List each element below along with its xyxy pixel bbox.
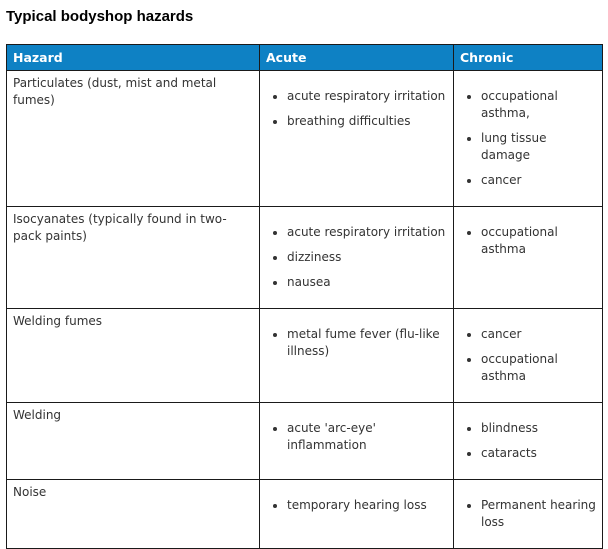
acute-effects-list [266,88,447,130]
chronic-cell [454,207,603,309]
chronic-effect-item: • occupational asthma [481,351,596,385]
acute-effects-list [266,326,447,360]
hazards-table [6,44,603,549]
acute-cell [260,71,454,207]
table-row [7,480,603,549]
acute-effect-item: • dizziness [287,249,447,266]
acute-effect-item: • acute respiratory irritation [287,224,447,241]
hazard-cell: Welding [7,403,260,480]
chronic-cell [454,309,603,403]
acute-effect-item: • metal fume fever (flu-like illness) [287,326,447,360]
acute-effect-item: • acute respiratory irritation [287,88,447,105]
acute-cell [260,480,454,549]
chronic-effect-item: • blindness [481,420,596,437]
hazard-cell: Welding fumes [7,309,260,403]
acute-cell [260,309,454,403]
chronic-effect-item: • cataracts [481,445,596,462]
chronic-effect-item: • cancer [481,172,596,189]
acute-effect-item: • breathing difficulties [287,113,447,130]
table-header [7,45,603,71]
acute-effects-list [266,420,447,454]
acute-effects-list [266,224,447,291]
chronic-cell [454,403,603,480]
acute-effect-item: • temporary hearing loss [287,497,447,514]
acute-effect-item: • acute 'arc-eye' inflammation [287,420,447,454]
table-row [7,403,603,480]
table-row [7,309,603,403]
chronic-effects-list [460,88,596,189]
column-header-hazard: Hazard [7,45,260,71]
chronic-effects-list [460,420,596,462]
hazard-cell: Noise [7,480,260,549]
header-row [7,45,603,71]
table-row [7,207,603,309]
chronic-effects-list [460,326,596,385]
column-header-chronic: Chronic [454,45,603,71]
page-title: Typical bodyshop hazards [6,8,194,25]
chronic-cell [454,71,603,207]
acute-cell [260,207,454,309]
chronic-effects-list [460,224,596,258]
chronic-effect-item: • occupational asthma, [481,88,596,122]
acute-effects-list [266,497,447,514]
column-header-acute: Acute [260,45,454,71]
chronic-effect-item: • Permanent hearing loss [481,497,596,531]
chronic-effect-item: • cancer [481,326,596,343]
chronic-effect-item: • lung tissue damage [481,130,596,164]
chronic-effect-item: • occupational asthma [481,224,596,258]
acute-cell [260,403,454,480]
chronic-cell [454,480,603,549]
table-body [7,71,603,549]
acute-effect-item: • nausea [287,274,447,291]
hazard-cell: Particulates (dust, mist and metal fumes) [7,71,260,207]
chronic-effects-list [460,497,596,531]
hazard-cell: Isocyanates (typically found in two-pack paints) [7,207,260,309]
table-row [7,71,603,207]
